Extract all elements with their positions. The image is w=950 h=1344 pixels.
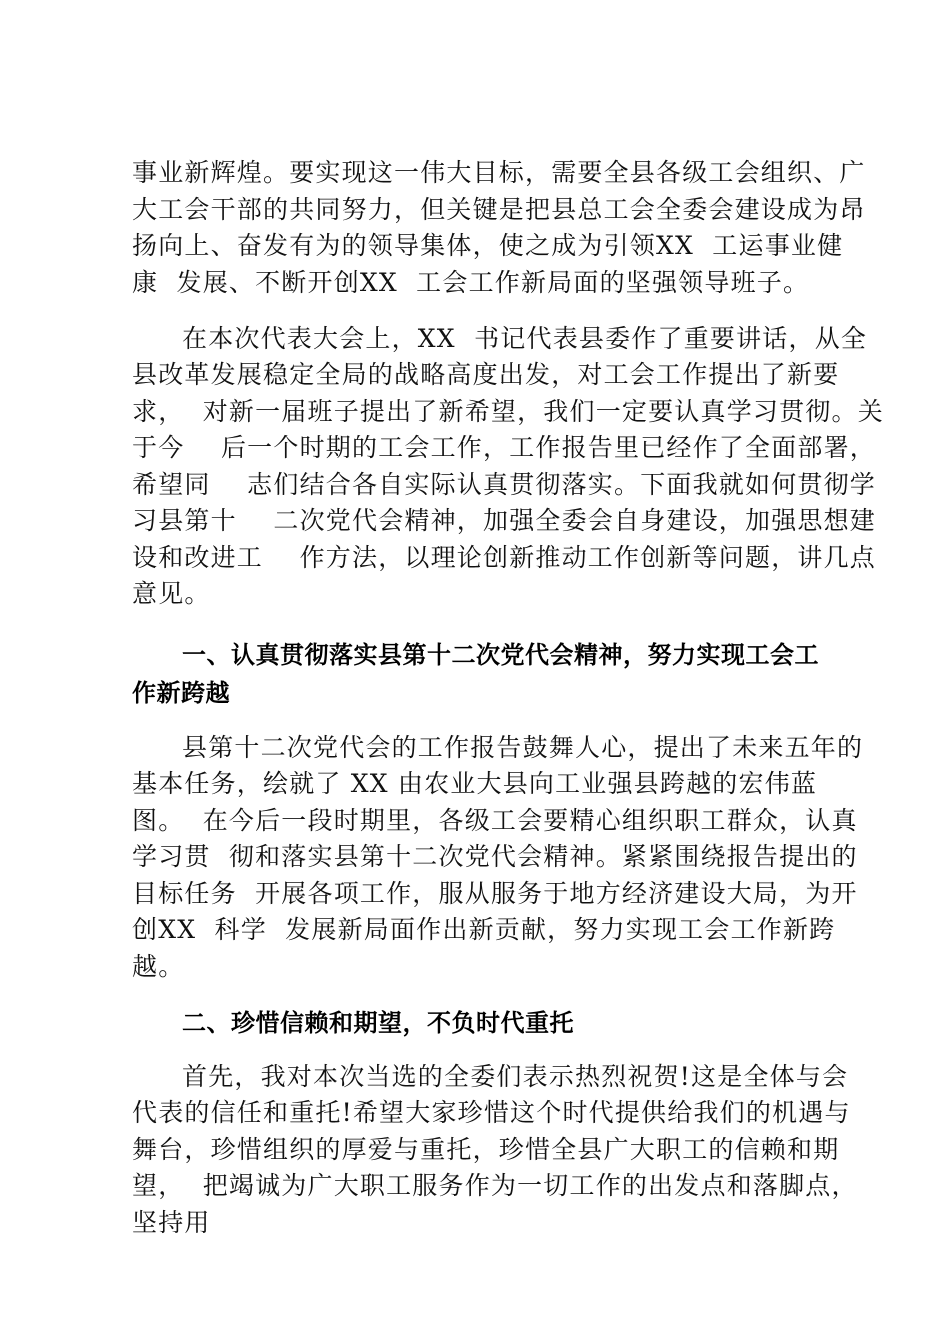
text-line: 意见。	[132, 579, 211, 608]
text-line: 在本次代表大会上，XX 书记代表县委作了重要讲话，从全	[182, 324, 868, 353]
text-line: 大工会干部的共同努力，但关键是把县总工会全委会建设成为昂	[132, 195, 866, 224]
text-line: 舞台，珍惜组织的厚爱与重托，珍惜全县广大职工的信赖和期	[132, 1135, 840, 1164]
text-line: 康 发展、不断开创XX 工会工作新局面的坚强领导班子。	[132, 268, 810, 297]
text-line: 坚持用	[132, 1208, 211, 1237]
text-line: 求， 对新一届班子提出了新希望，我们一定要认真学习贯彻。关	[132, 397, 884, 426]
text-line: 代表的信任和重托!希望大家珍惜这个时代提供给我们的机遇与	[132, 1098, 851, 1127]
text-line: 首先，我对本次当选的全委们表示热烈祝贺!这是全体与会	[182, 1062, 849, 1091]
heading-line: 作新跨越	[132, 679, 230, 707]
text-line: 事业新辉煌。要实现这一伟大目标，需要全县各级工会组织、广	[132, 158, 866, 187]
text-line: 图。 在今后一段时期里，各级工会要精心组织职工群众，认真	[132, 806, 858, 835]
text-line: 目标任务 开展各项工作，服从服务于地方经济建设大局，为开	[132, 879, 858, 908]
text-line: 于今 后一个时期的工会工作，工作报告里已经作了全面部署，	[132, 433, 876, 462]
text-line: 望， 把竭诚为广大职工服务作为一切工作的出发点和落脚点，	[132, 1171, 858, 1200]
text-line: 基本任务，绘就了 XX 由农业大县向工业强县跨越的宏伟蓝	[132, 769, 818, 798]
text-line: 越。	[132, 952, 185, 981]
text-line: 扬向上、奋发有为的领导集体，使之成为引领XX 工运事业健	[132, 231, 844, 260]
heading-line: 一、认真贯彻落实县第十二次党代会精神，努力实现工会工	[182, 641, 819, 669]
text-line: 县第十二次党代会的工作报告鼓舞人心，提出了未来五年的	[182, 733, 864, 762]
text-line: 县改革发展稳定全局的战略高度出发，对工会工作提出了新要	[132, 360, 840, 389]
text-line: 设和改进工 作方法，以理论创新推动工作创新等问题，讲几点	[132, 543, 876, 572]
heading-line: 二、珍惜信赖和期望，不负时代重托	[182, 1009, 574, 1037]
text-line: 创XX 科学 发展新局面作出新贡献，努力实现工会工作新跨	[132, 915, 836, 944]
text-line: 学习贯 彻和落实县第十二次党代会精神。紧紧围绕报告提出的	[132, 842, 858, 871]
text-line: 习县第十 二次党代会精神，加强全委会自身建设，加强思想建	[132, 506, 876, 535]
text-line: 希望同 志们结合各自实际认真贯彻落实。下面我就如何贯彻学	[132, 470, 876, 499]
